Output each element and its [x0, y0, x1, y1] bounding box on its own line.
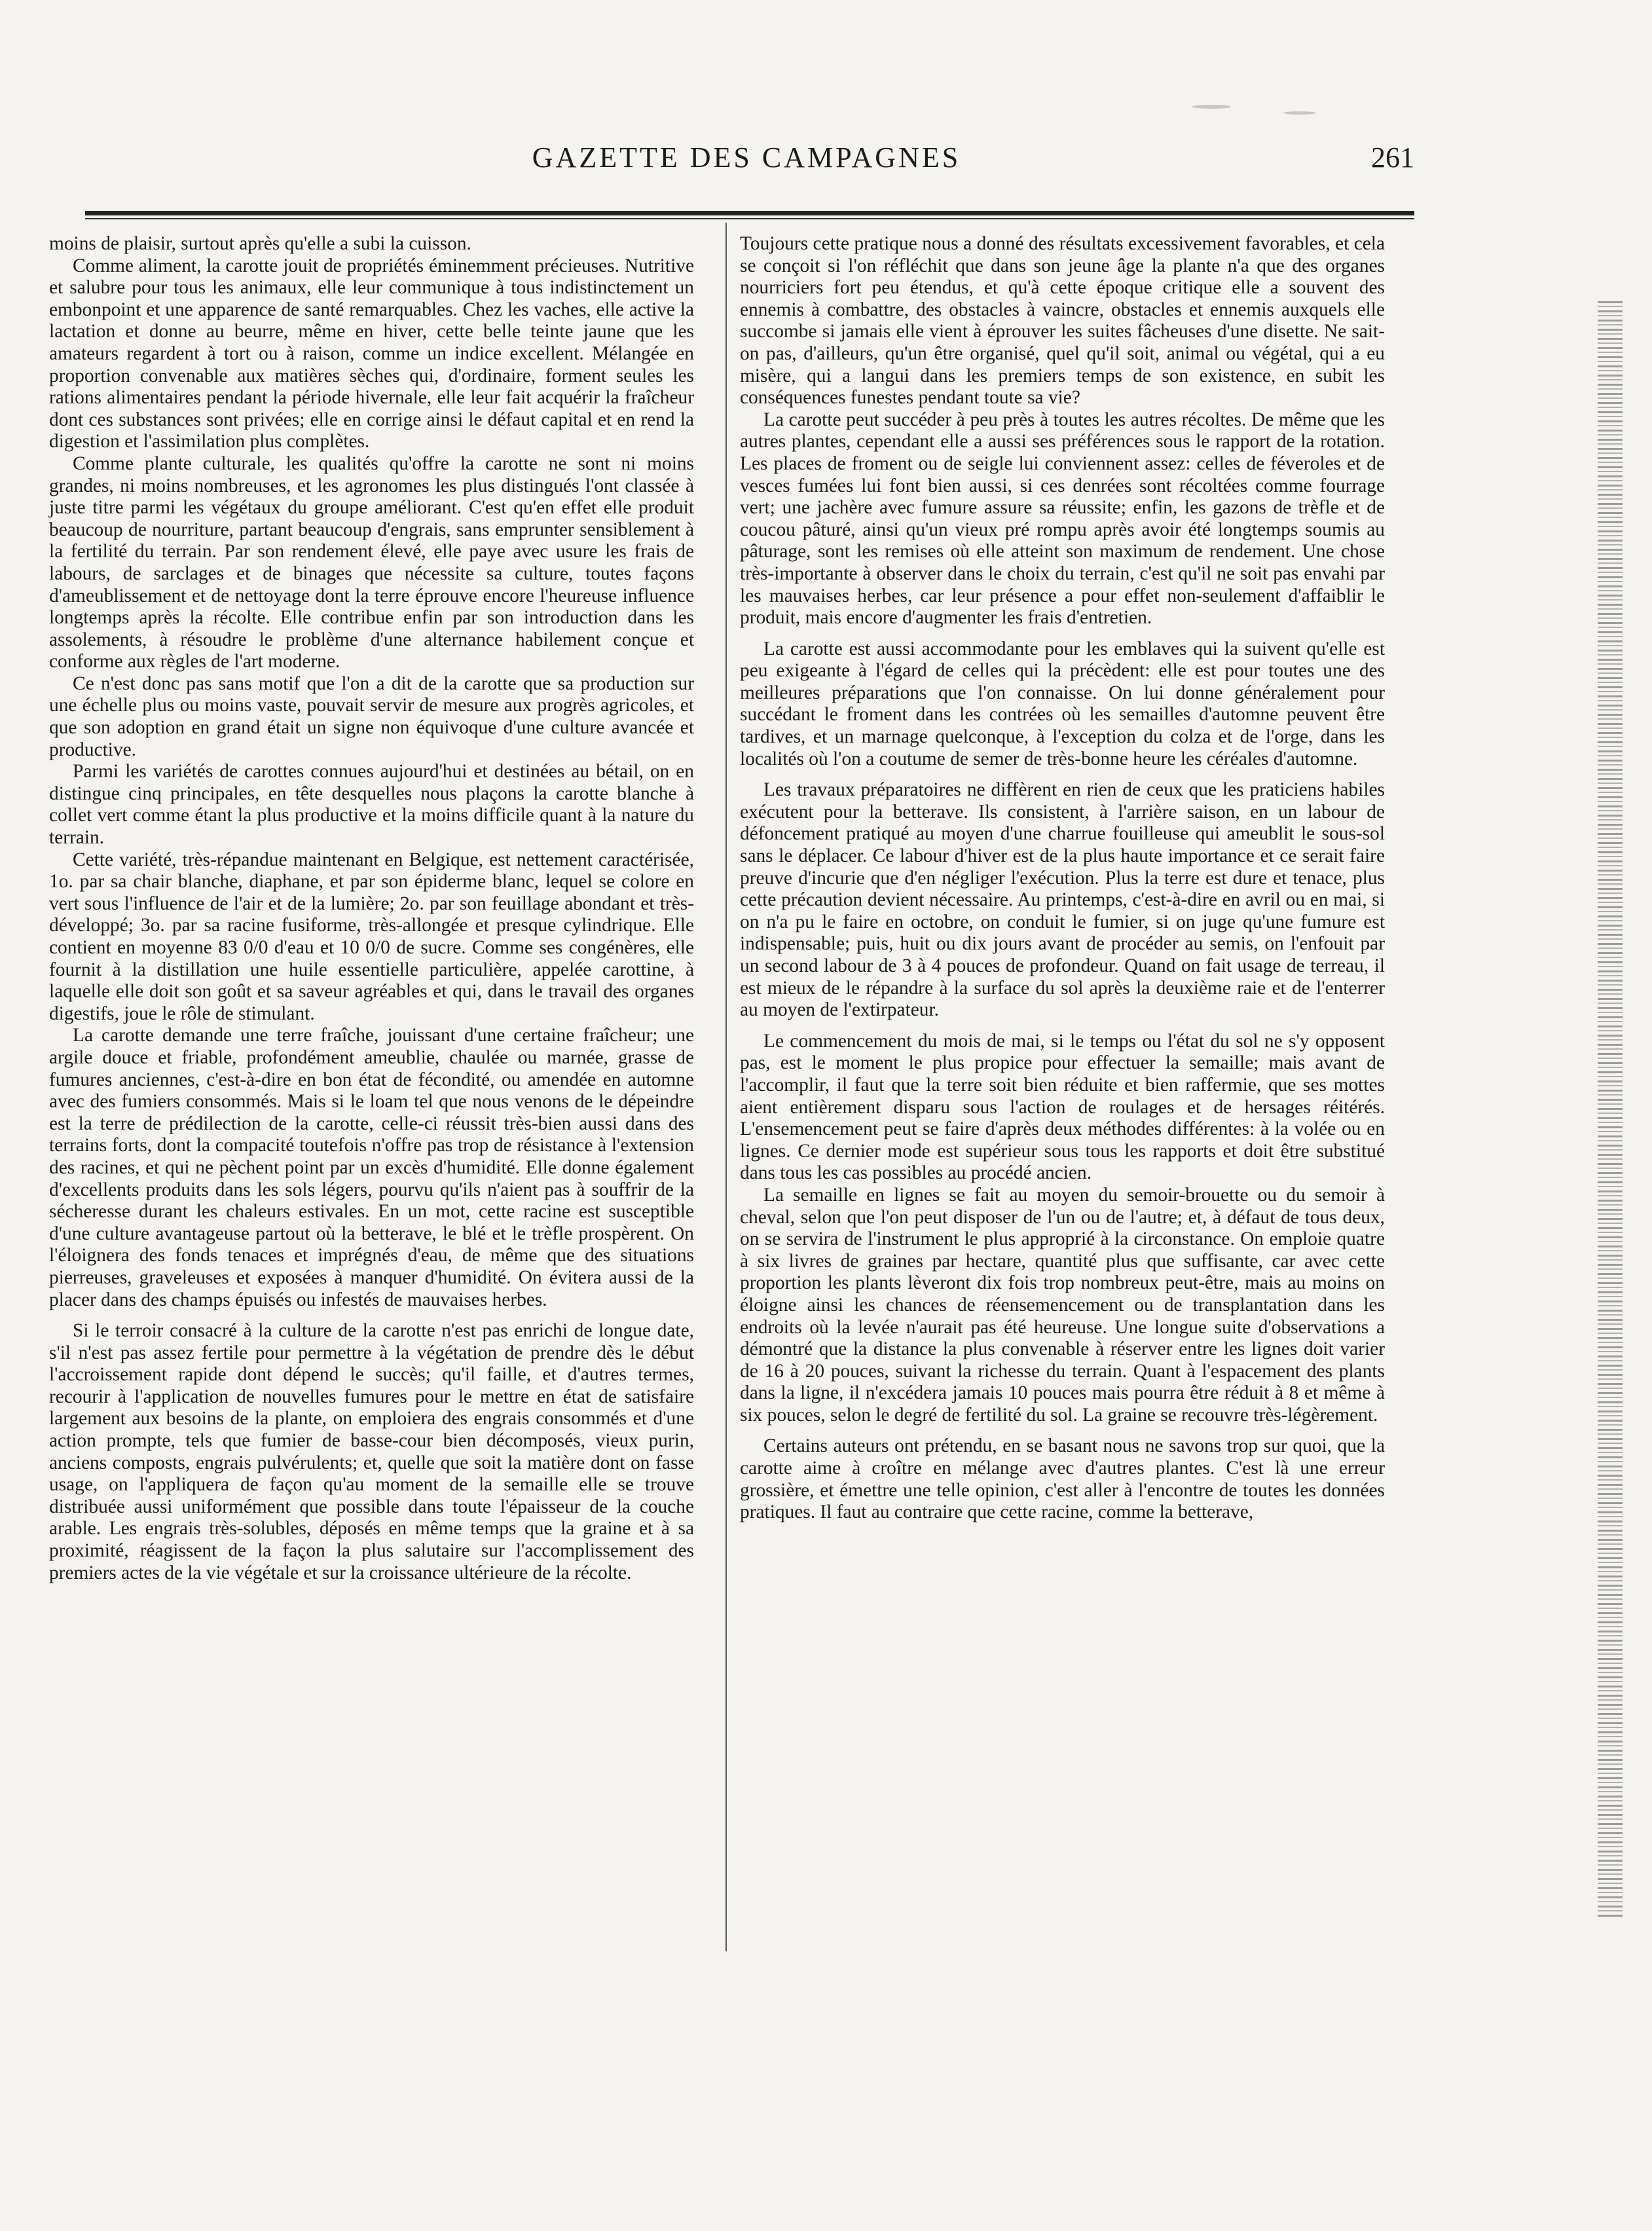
page-header	[79, 141, 1414, 193]
paragraph: La carotte demande une terre fraîche, jouissant d'une certaine fraîcheur; une argile douce et friable, profondément ameublie, chaulée ou marnée, grasse de fumures anciennes, c'est-à-dire en bon état de fécondité, ou amendée en automne avec des fumiers consommés. Mais si le loam tel que nous venons de le dépeindre est la terre de prédilection de la carotte, celle-ci réussit très-bien aussi dans des terrains forts, dont la compacité toutefois n'offre pas trop de résistance à l'extension des racines, et qui ne pèchent point par un excès d'humidité. Elle donne également d'excellents produits dans les sols légers, pourvu qu'ils n'aient pas à souffrir de la sécheresse durant les chaleurs estivales. En un mot, cette racine est susceptible d'une culture avantageuse partout où la betterave, le blé et le trèfle prospèrent. On l'éloignera des fonds tenaces et imprégnés d'eau, de même que des situations pierreuses, graveleuses et exposées à manquer d'humidité. On évitera aussi de la placer dans des champs épuisés ou infestés de mauvaises herbes.	[49, 1025, 694, 1310]
left-column	[49, 233, 694, 1584]
paragraph: Toujours cette pratique nous a donné des résultats excessivement favorables, et cela se conçoit si l'on réfléchit que dans son jeune âge la plante n'a que des organes nourriciers fort peu étendus, et qu'à cette époque critique elle a souvent des ennemis à combattre, des obstacles à vaincre, obstacles et ennemis auxquels elle succombe si jamais elle vient à éprouver les suites fâcheuses d'une disette. Ne sait-on pas, d'ailleurs, qu'un être organisé, quel qu'il soit, animal ou végétal, qui a eu misère, qui a langui dans les premiers temps de son existence, en subit les conséquences funestes pendant toute sa vie?	[740, 233, 1385, 409]
column-divider	[725, 223, 727, 1951]
paragraph: Si le terroir consacré à la culture de la carotte n'est pas enrichi de longue date, s'il n'est pas assez fertile pour permettre à la végétation de prendre dès le début l'accroissement rapide dont dépend le succès; qu'il faille, et d'autres termes, recourir à l'application de nouvelles fumures pour le mettre en état de satisfaire largement aux besoins de la plante, on emploiera des engrais consommés et d'une action prompte, tels que fumier de basse-cour bien décomposés, vieux purin, anciens composts, engrais pulvérulents; et, quelle que soit la matière dont on fasse usage, on l'appliquera de façon qu'au moment de la semaille elle se trouve distribuée aussi uniformément que possible dans toute l'épaisseur de la couche arable. Les engrais très-solubles, déposés en même temps que la graine et à sa proximité, réagissent de la façon la plus salutaire sur l'accomplissement des premiers actes de la vie végétale et sur la croissance ultérieure de la récolte.	[49, 1320, 694, 1583]
page-number: 261	[1371, 141, 1414, 174]
paragraph: Parmi les variétés de carottes connues aujourd'hui et destinées au bétail, on en distingue cinq principales, en tête desquelles nous plaçons la carotte blanche à collet vert comme étant la plus productive et la moins difficile quant à la nature du terrain.	[49, 761, 694, 849]
paragraph: La carotte est aussi accommodante pour les emblaves qui la suivent qu'elle est peu exigeante à l'égard de celles qui la précèdent: elle est pour toutes une des meilleures préparations que l'on connaisse. On lui donne généralement pour succédant le froment dans les contrées où les semailles d'automne peuvent être tardives, et un marnage quelconque, à l'exception du colza et de l'orge, dans les localités où l'on a coutume de semer de très-bonne heure les céréales d'automne.	[740, 638, 1385, 769]
header-rule-thin	[85, 218, 1414, 219]
ink-mark	[1283, 111, 1316, 115]
right-column	[740, 233, 1385, 1524]
paragraph: moins de plaisir, surtout après qu'elle a subi la cuisson.	[49, 233, 471, 254]
paragraph: Comme aliment, la carotte jouit de propriétés éminemment précieuses. Nutritive et salubre pour tous les animaux, elle leur communique à tous indistinctement un embonpoint et une apparence de santé remarquables. Chez les vaches, elle active la lactation et donne au beurre, même en hiver, cette belle teinte jaune que les amateurs regardent à tort ou à raison, comme un indice excellent. Mélangée en proportion convenable aux matières sèches qui, d'ordinaire, forment seules les rations alimentaires pendant la période hivernale, elle leur fait acquérir la fraîcheur dont ces substances sont privées; elle en corrige ainsi le défaut capital et en rend la digestion et l'assimilation plus complètes.	[49, 255, 694, 452]
paragraph: Cette variété, très-répandue maintenant en Belgique, est nettement caractérisée, 1o. par sa chair blanche, diaphane, et par son épiderme blanc, lequel se colore en vert sous l'influence de l'air et de la lumière; 2o. par son feuillage abondant et très-développé; 3o. par sa racine fusiforme, très-allongée et presque cylindrique. Elle contient en moyenne 83 0/0 d'eau et 10 0/0 de sucre. Comme ses congénères, elle fournit à la distillation une huile essentielle particulière, appelée carottine, à laquelle elle doit son goût et sa saveur agréables et qui, dans le travail des organes digestifs, joue le rôle de stimulant.	[49, 849, 694, 1024]
ink-mark	[1192, 105, 1231, 109]
paragraph: Certains auteurs ont prétendu, en se basant nous ne savons trop sur quoi, que la carotte aime à croître en mélange avec d'autres plantes. C'est là une erreur grossière, et émettre une telle opinion, c'est aller à l'encontre de toutes les données pratiques. Il faut au contraire que cette racine, comme la betterave,	[740, 1435, 1385, 1523]
paragraph: Les travaux préparatoires ne diffèrent en rien de ceux que les praticiens habiles exécutent pour la betterave. Ils consistent, à l'arrière saison, en un labour de défoncement pratiqué au moyen d'une charrue fouilleuse qui ameublit le sous-sol sans le déplacer. Ce labour d'hiver est de la plus haute importance et ce serait faire preuve d'incurie que d'en négliger l'exécution. Plus la terre est dure et tenace, plus cette précaution devient nécessaire. Au printemps, c'est-à-dire en avril ou en mai, si on n'a pu le faire en octobre, on conduit le fumier, si on juge qu'une fumure est indispensable; puis, huit ou dix jours avant de procéder au semis, on l'enfouit par un second labour de 3 à 4 pouces de profondeur. Quand on fait usage de terreau, il est mieux de le répandre à la surface du sol après la deuxième raie et de l'enterrer au moyen de l'extirpateur.	[740, 779, 1385, 1021]
paragraph: Comme plante culturale, les qualités qu'offre la carotte ne sont ni moins grandes, ni moins nombreuses, et les agronomes les plus distingués l'ont classée à juste titre parmi les végétaux du groupe améliorant. C'est qu'en effet elle produit beaucoup de nourriture, partant beaucoup d'engrais, sans emprunter sensiblement à la fertilité du terrain. Par son rendement élevé, elle paye avec usure les frais de labours, de sarclages et de binages que nécessite sa culture, toutes façons d'ameublissement et de nettoyage dont la terre éprouve encore l'heureuse influence longtemps après la récolte. Elle contribue enfin par son introduction dans les assolements, à résoudre le problème d'une alternance habilement conçue et conforme aux règles de l'art moderne.	[49, 452, 694, 673]
newspaper-title: GAZETTE DES CAMPAGNES	[532, 141, 961, 174]
paragraph: La carotte peut succéder à peu près à toutes les autres récoltes. De même que les autres plantes, cependant elle a aussi ses préférences sous le rapport de la rotation. Les places de froment ou de seigle lui conviennent assez: celles de féveroles et de vesces fumées lui font bien aussi, si ces denrées sont récoltées comme fourrage vert; une jachère avec fumure assure sa réussite; enfin, les gazons de trèfle et de coucou pâturé, ainsi qu'un vieux pré rompu après avoir été longtemps soumis au pâturage, sont les remises où elle atteint son maximum de rendement. Une chose très-importante à observer dans le choix du terrain, c'est qu'il ne soit pas envahi par les mauvaises herbes, car leur présence a pour effet non-seulement d'affaiblir le produit, mais encore d'augmenter les frais d'entretien.	[740, 409, 1385, 629]
paragraph: La semaille en lignes se fait au moyen du semoir-brouette ou du semoir à cheval, selon que l'on peut disposer de l'un ou de l'autre; et, à défaut de tous deux, on se servira de l'instrument le plus approprié à la circonstance. On emploie quatre à six livres de graines par hectare, quantité plus que suffisante, car avec cette proportion les plants lèveront dix fois trop nombreux peut-être, mais au moins on éloigne ainsi les chances de réensemencement ou de transplantation dans les endroits où la levée n'aurait pas été heureuse. Une longue suite d'observations a démontré que la distance la plus convenable à réserver entre les lignes doit varier de 16 à 20 pouces, suivant la richesse du terrain. Quant à l'espacement des plants dans la ligne, il n'excédera jamais 10 pouces mais pourra être réduit à 8 et même à six pouces, selon le degré de fertilité du sol. La graine se recouvre très-légèrement.	[740, 1184, 1385, 1426]
paragraph: Ce n'est donc pas sans motif que l'on a dit de la carotte que sa production sur une échelle plus ou moins vaste, pouvait servir de mesure aux progrès agricoles, et que son adoption en grand était un signe non équivoque d'une culture avancée et productive.	[49, 673, 694, 760]
scan-edge-artifact	[1598, 301, 1623, 1919]
paragraph: Le commencement du mois de mai, si le temps ou l'état du sol ne s'y opposent pas, est le moment le plus propice pour effectuer la semaille; mais avant de l'accomplir, il faut que la terre soit bien réduite et bien raffermie, que ses mottes aient entièrement disparu sous l'action de roulages et de hersages réitérés. L'ensemencement peut se faire d'après deux méthodes différentes: à la volée ou en lignes. Ce dernier mode est supérieur sous tous les rapports et doit être substitué dans tous les cas possibles au procédé ancien.	[740, 1030, 1385, 1184]
header-rule	[85, 211, 1414, 215]
